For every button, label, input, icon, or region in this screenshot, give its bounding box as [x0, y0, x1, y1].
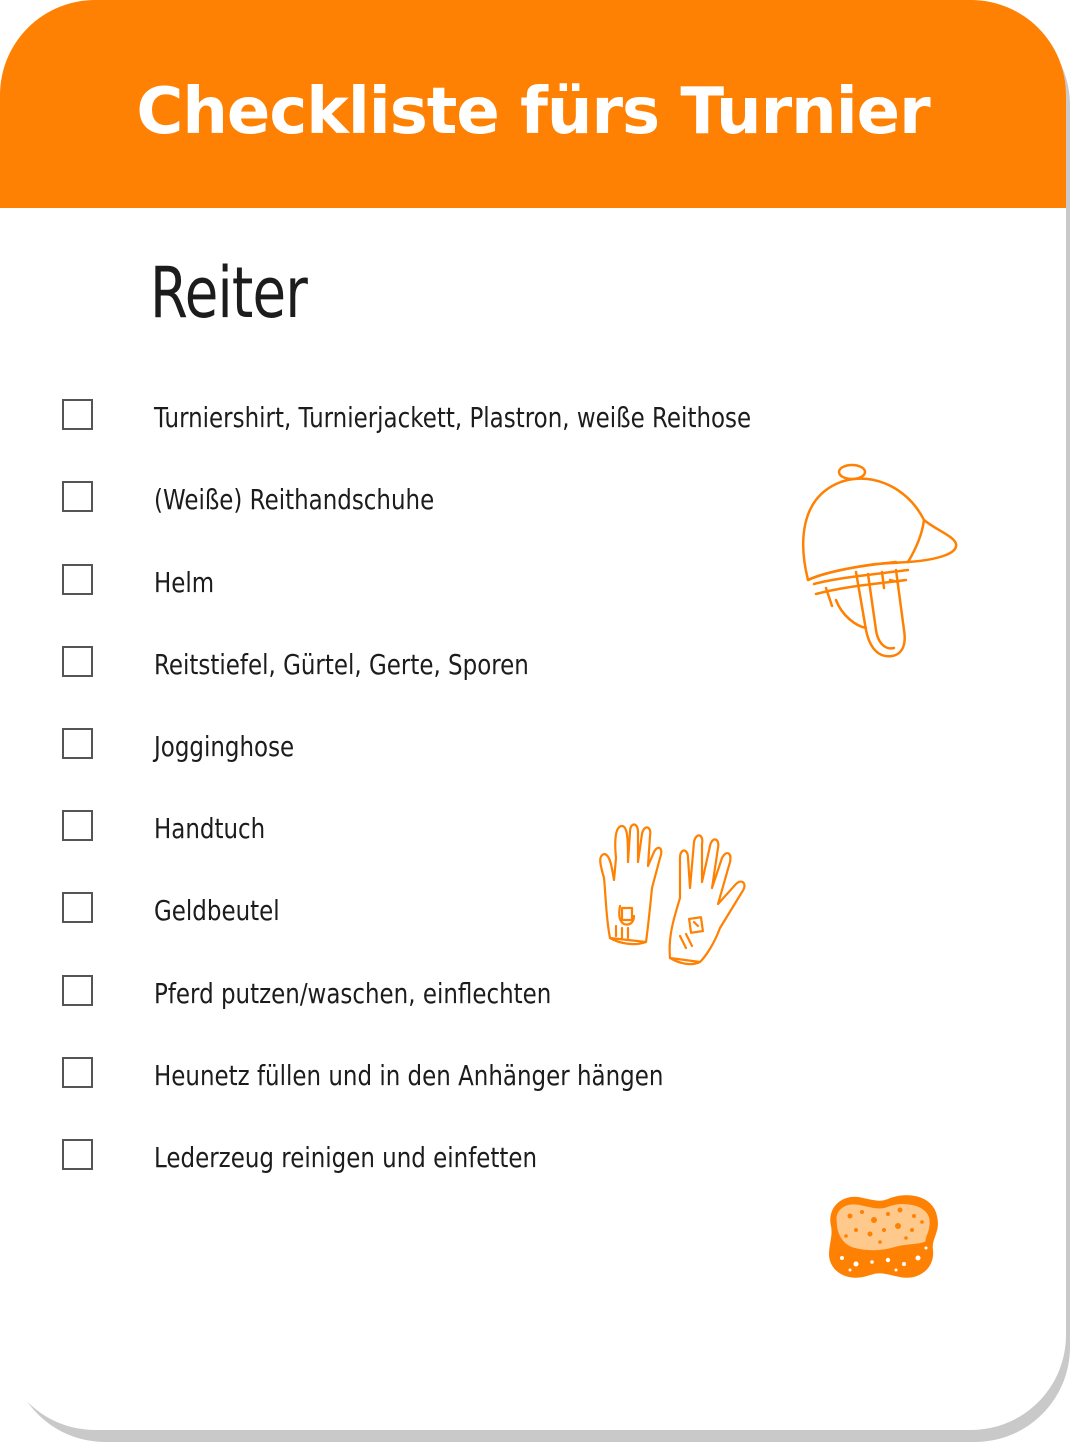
checkbox[interactable]: [62, 564, 93, 595]
section-title: Reiter: [150, 252, 308, 334]
checklist-item-label: (Weiße) Reithandschuhe: [154, 483, 435, 516]
checklist-item-label: Reitstiefel, Gürtel, Gerte, Sporen: [154, 648, 529, 681]
checklist-item[interactable]: [62, 1139, 822, 1179]
riding-helmet-icon: [796, 460, 966, 665]
checkbox[interactable]: [62, 1139, 93, 1170]
checklist-item[interactable]: [62, 1057, 822, 1097]
checkbox[interactable]: [62, 975, 93, 1006]
checkbox[interactable]: [62, 728, 93, 759]
checklist-item[interactable]: [62, 728, 822, 768]
checklist-item-label: Lederzeug reinigen und einfetten: [154, 1141, 538, 1174]
checklist-item-label: Turniershirt, Turnierjackett, Plastron, weiße Reithose: [154, 401, 752, 434]
checklist-item[interactable]: [62, 564, 822, 604]
checklist-item-label: Helm: [154, 566, 215, 599]
sponge-icon: [822, 1186, 942, 1286]
checklist-item-label: Jogginghose: [154, 730, 295, 763]
checkbox[interactable]: [62, 646, 93, 677]
checklist-item[interactable]: [62, 481, 822, 521]
checklist-item-label: Pferd putzen/waschen, einflechten: [154, 977, 552, 1010]
checklist-item-label: Geldbeutel: [154, 894, 280, 927]
checklist-item-label: Heunetz füllen und in den Anhänger hängen: [154, 1059, 664, 1092]
gloves-icon: [596, 818, 756, 968]
page-title: Checkliste fürs Turnier: [136, 75, 930, 149]
checklist-item[interactable]: [62, 646, 822, 686]
checkbox[interactable]: [62, 481, 93, 512]
checklist-item[interactable]: [62, 399, 822, 439]
checkbox[interactable]: [62, 399, 93, 430]
checklist-item[interactable]: [62, 975, 822, 1015]
checkbox[interactable]: [62, 1057, 93, 1088]
checkbox[interactable]: [62, 810, 93, 841]
checkbox[interactable]: [62, 892, 93, 923]
checklist-item-label: Handtuch: [154, 812, 266, 845]
